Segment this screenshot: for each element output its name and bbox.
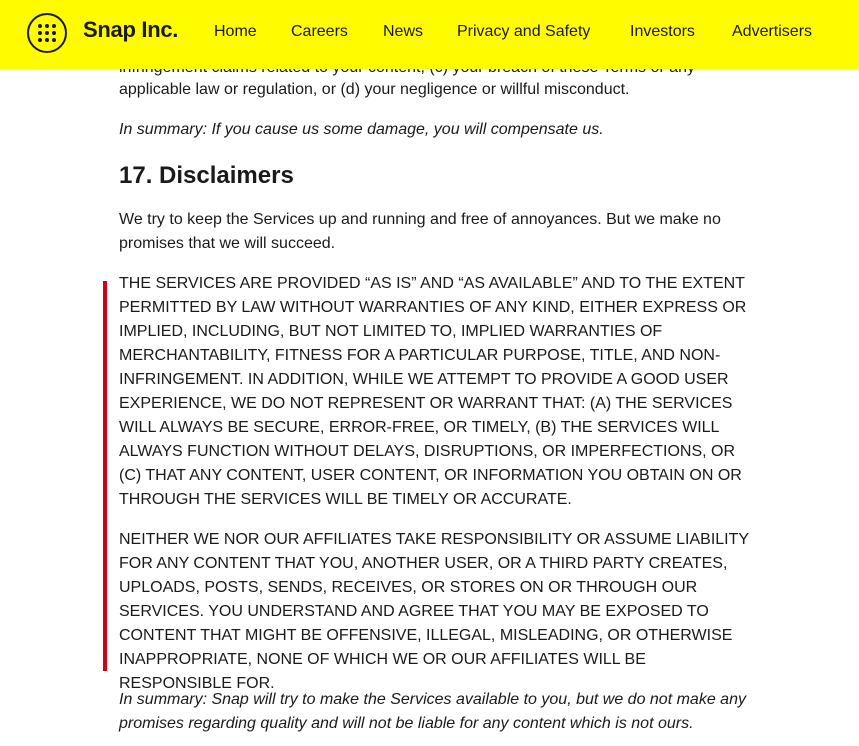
paragraph-caps-warranty: THE SERVICES ARE PROVIDED “AS IS” AND “AS AVAILABLE” AND TO THE EXTENT PERMITTED BY LAW WITHOUT WARRANTIES OF ANY KIND, EITHER EXPRESS OR IMPLIED, INCLUDING, BUT NOT LIMITED TO, IMPLIED WARRANTIES OF MERCHANTABILITY, FITNESS FOR A PARTICULAR PURPOSE, TITLE, AND NON-INFRINGEMENT. IN ADDITION, WHILE WE ATTEMPT TO PROVIDE A GOOD USER EXPERIENCE, WE DO NOT REPRESENT OR WARRANT THAT: (A) THE SERVICES WILL ALWAYS BE SECURE, ERROR-FREE, OR TIMELY, (B) THE SERVICES WILL ALWAYS FUNCTION WITHOUT DELAYS, DISRUPTIONS, OR IMPERFECTIONS, OR (C) THAT ANY CONTENT, USER CONTENT, OR INFORMATION YOU OBTAIN ON OR THROUGH THE SERVICES WILL BE TIMELY OR ACCURATE. <box>119 275 747 508</box>
paragraph-caps-liability: NEITHER WE NOR OUR AFFILIATES TAKE RESPONSIBILITY OR ASSUME LIABILITY FOR ANY CONTENT THAT YOU, ANOTHER USER, OR A THIRD PARTY CREATES, UPLOADS, POSTS, SENDS, RECEIVES, OR STORES ON OR THROUGH OUR SERVICES. YOU UNDERSTAND AND AGREE THAT YOU MAY BE EXPOSED TO CONTENT THAT MIGHT BE OFFENSIVE, ILLEGAL, MISLEADING, OR OTHERWISE INAPPROPRIATE, NONE OF WHICH WE OR OUR AFFILIATES WILL BE RESPONSIBLE FOR. <box>119 531 749 692</box>
grid-dots-icon <box>38 24 56 42</box>
paragraph-prev-end: applicable law or regulation, or (d) your negligence or willful misconduct. <box>119 81 630 98</box>
summary-disclaimers: In summary: Snap will try to make the Services available to you, but we do not make any promises regarding quality and will not be liable for any content which is not ours. <box>119 691 746 732</box>
nav-home[interactable]: Home <box>214 23 257 40</box>
menu-button[interactable] <box>27 13 67 53</box>
nav-investors[interactable]: Investors <box>630 23 695 40</box>
paragraph-intro: We try to keep the Services up and running and free of annoyances. But we make no promises that we will succeed. <box>119 211 721 252</box>
section-heading-disclaimers: 17. Disclaimers <box>119 162 294 189</box>
highlight-bar <box>103 281 107 671</box>
nav-advertisers[interactable]: Advertisers <box>732 23 813 40</box>
nav-news[interactable]: News <box>383 23 424 40</box>
top-navbar <box>0 0 859 69</box>
snap-logo[interactable]: Snap Inc. <box>83 17 179 42</box>
nav-privacy-and-safety[interactable]: Privacy and Safety <box>457 23 591 40</box>
nav-careers[interactable]: Careers <box>291 23 348 40</box>
summary-indemnity: In summary: If you cause us some damage, you will compensate us. <box>119 121 604 138</box>
